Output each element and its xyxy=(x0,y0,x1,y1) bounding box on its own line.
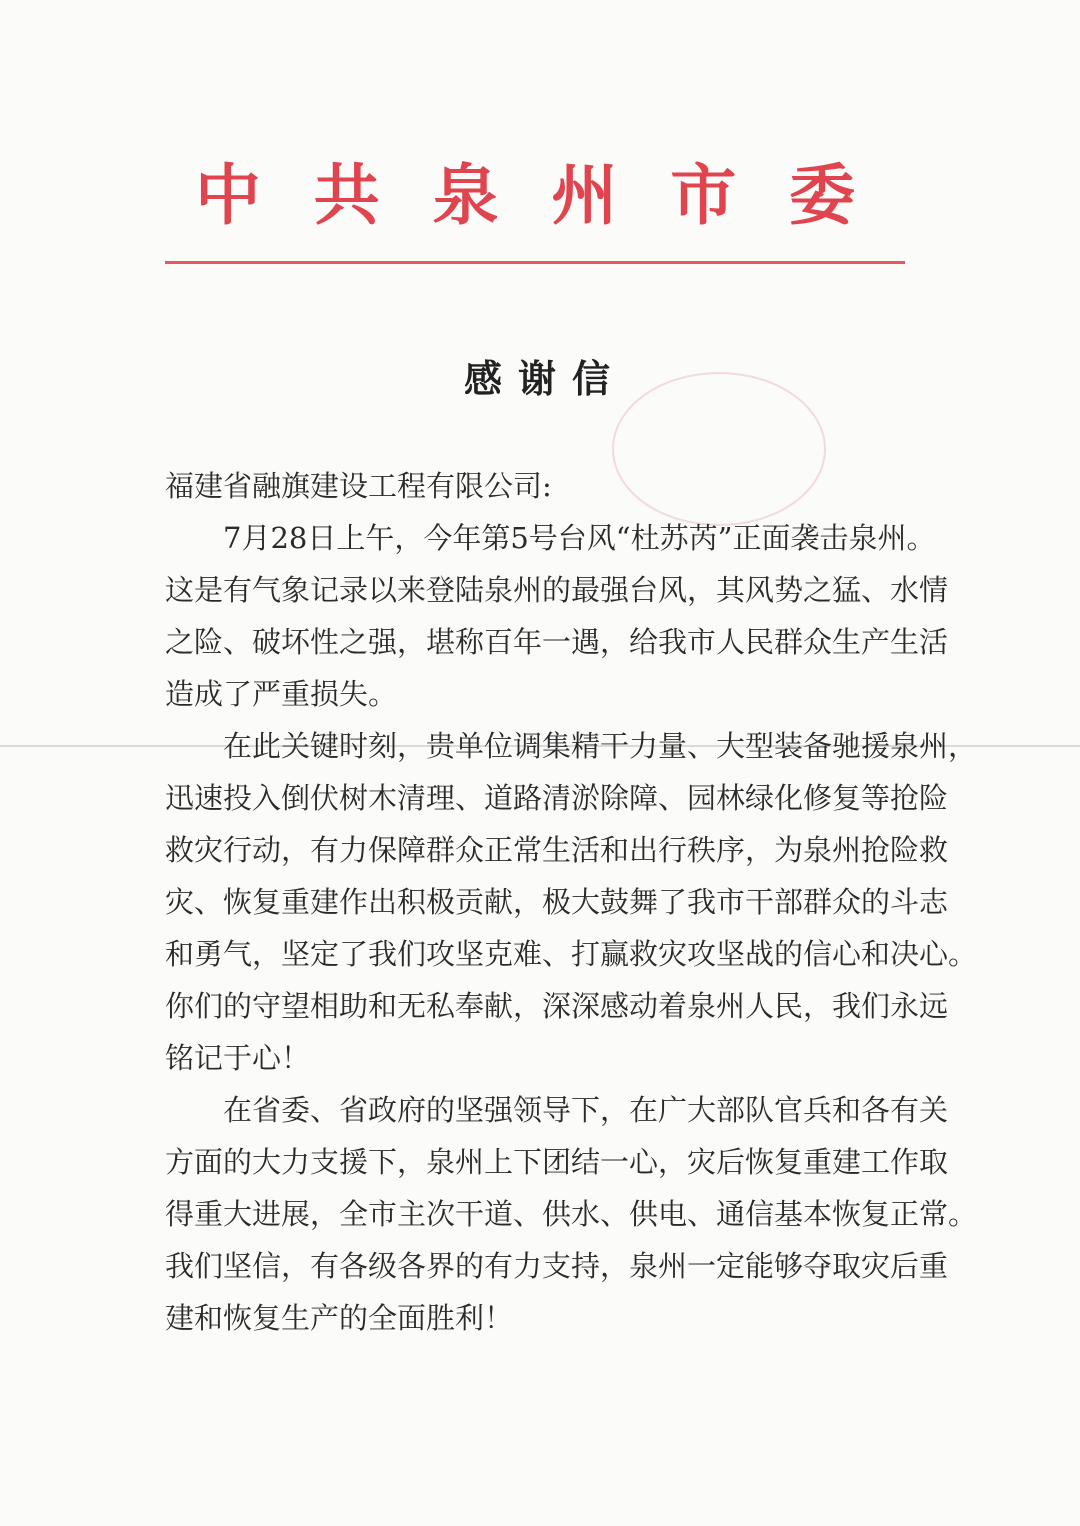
body-line: 和勇气，坚定了我们攻坚克难、打赢救灾攻坚战的信心和决心。 xyxy=(165,937,978,971)
letterhead-char: 共 xyxy=(313,156,380,234)
body-line: 我们坚信，有各级各界的有力支持，泉州一定能够夺取灾后重 xyxy=(165,1249,949,1283)
body-line: 救灾行动，有力保障群众正常生活和出行秩序，为泉州抢险救 xyxy=(165,833,949,867)
letterhead-char: 中 xyxy=(195,156,261,234)
body-line: 建和恢复生产的全面胜利！ xyxy=(165,1301,514,1335)
body-line: 迅速投入倒伏树木清理、道路清淤除障、园林绿化修复等抢险 xyxy=(165,781,949,815)
salutation: 福建省融旗建设工程有限公司: xyxy=(165,469,552,503)
body-line: 造成了严重损失。 xyxy=(165,677,398,711)
body-line: 之险、破坏性之强，堪称百年一遇，给我市人民群众生产生活 xyxy=(165,625,949,659)
letterhead-char: 州 xyxy=(551,156,618,234)
body-line: 得重大进展，全市主次干道、供水、供电、通信基本恢复正常。 xyxy=(165,1197,978,1231)
body-line: 灾、恢复重建作出积极贡献，极大鼓舞了我市干部群众的斗志 xyxy=(165,885,949,919)
letterhead-char: 市 xyxy=(670,156,737,234)
body-line: 在此关键时刻，贵单位调集精干力量、大型装备驰援泉州， xyxy=(223,729,978,763)
body-line: 铭记于心！ xyxy=(165,1041,311,1075)
letter-title: 感谢信 xyxy=(463,356,626,401)
letterhead-char: 泉 xyxy=(432,156,499,234)
letterhead-divider xyxy=(165,261,905,264)
letter-body xyxy=(165,460,978,1344)
letterhead xyxy=(195,155,855,235)
body-line: 这是有气象记录以来登陆泉州的最强台风，其风势之猛、水情 xyxy=(165,573,949,607)
body-line: 你们的守望相助和无私奉献，深深感动着泉州人民，我们永远 xyxy=(165,989,949,1023)
body-line: 方面的大力支援下，泉州上下团结一心，灾后恢复重建工作取 xyxy=(165,1145,949,1179)
body-line: 7月28日上午，今年第5号台风“杜苏芮”正面袭击泉州。 xyxy=(223,521,936,555)
body-line: 在省委、省政府的坚强领导下，在广大部队官兵和各有关 xyxy=(223,1093,949,1127)
letterhead-char: 委 xyxy=(788,156,855,234)
